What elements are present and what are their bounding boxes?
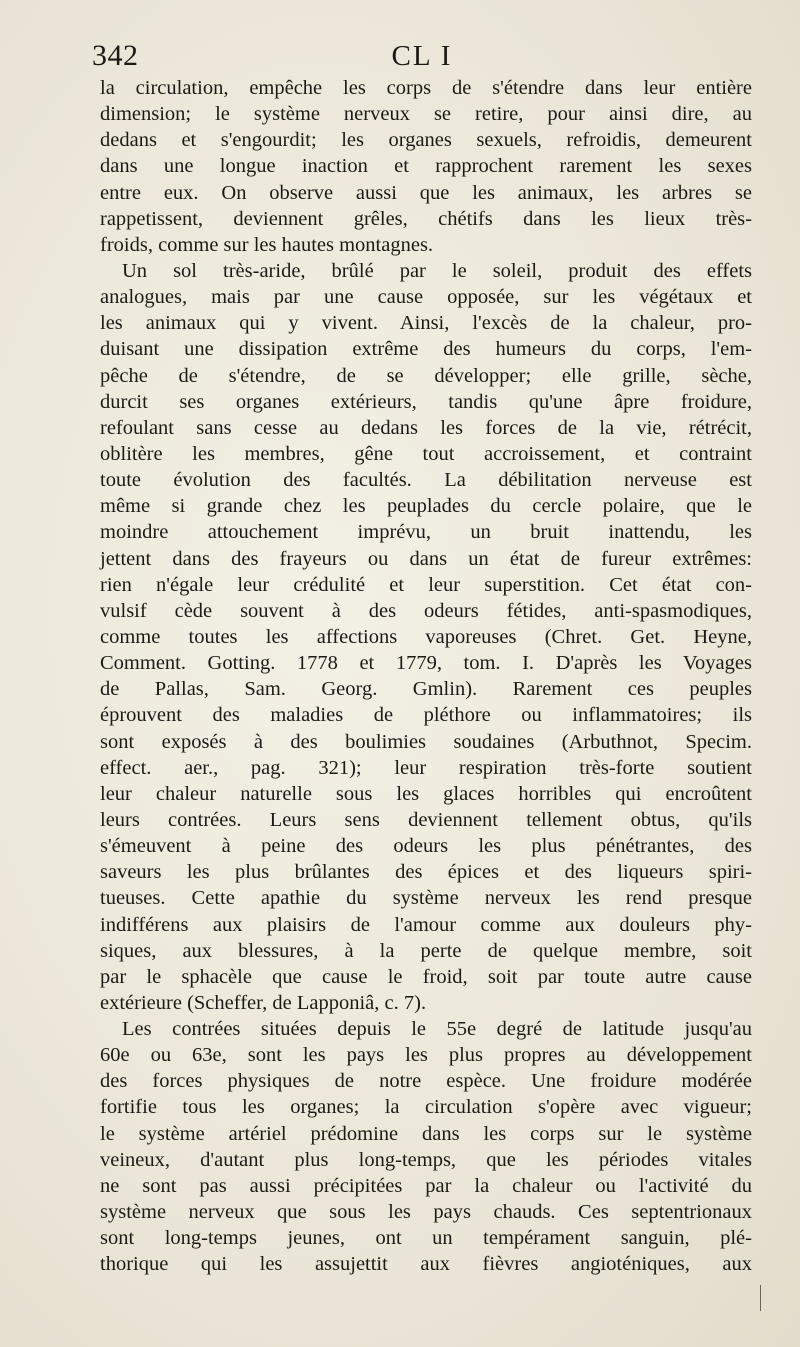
text-line: veineux, d'autant plus long-temps, que les périodes vitales xyxy=(100,1148,752,1171)
text-line: thorique qui les assujettit aux fièvres angioténiques, aux xyxy=(100,1253,752,1276)
text-line: sont exposés à des boulimies soudaines (Arbuthnot, Specim. xyxy=(100,730,752,753)
text-line: éprouvent des maladies de pléthore ou inflammatoires; ils xyxy=(100,704,752,727)
text-line: s'émeuvent à peine des odeurs les plus pénétrantes, des xyxy=(100,835,752,858)
text-line: vulsif cède souvent à des odeurs fétides, anti-spasmodiques, xyxy=(100,599,752,622)
text-line: Comment. Gotting. 1778 et 1779, tom. I. D'après les Voyages xyxy=(100,652,752,675)
page-number: 342 xyxy=(92,39,139,72)
text-line: par le sphacèle que cause le froid, soit par toute autre cause xyxy=(100,965,752,988)
text-line: siques, aux blessures, à la perte de quelque membre, soit xyxy=(100,939,752,962)
text-line: dimension; le système nerveux se retire, pour ainsi dire, au xyxy=(100,103,752,126)
page-header xyxy=(92,36,752,76)
text-line: toute évolution des facultés. La débilitation nerveuse est xyxy=(100,469,752,492)
text-line: tueuses. Cette apathie du système nerveux les rend presque xyxy=(100,887,752,910)
text-line: de Pallas, Sam. Georg. Gmlin). Rarement ces peuples xyxy=(100,678,752,701)
text-line: système nerveux que sous les pays chauds. Ces septentrionaux xyxy=(100,1201,752,1224)
text-line: même si grande chez les peuplades du cercle polaire, que le xyxy=(100,495,752,518)
text-line: jettent dans des frayeurs ou dans un état de fureur extrêmes: xyxy=(100,547,752,570)
text-line: des forces physiques de notre espèce. Une froidure modérée xyxy=(100,1070,752,1093)
text-line: refoulant sans cesse au dedans les forces de la vie, rétrécit, xyxy=(100,416,752,439)
text-line: rien n'égale leur crédulité et leur superstition. Cet état con- xyxy=(100,573,752,596)
text-line: leurs contrées. Leurs sens deviennent tellement obtus, qu'ils xyxy=(100,808,752,831)
text-line: duisant une dissipation extrême des humeurs du corps, l'em- xyxy=(100,338,752,361)
text-line: 60e ou 63e, sont les pays les plus propres au développement xyxy=(100,1044,752,1067)
body-text xyxy=(100,75,752,1277)
text-line: sont long-temps jeunes, ont un tempérament sanguin, plé- xyxy=(100,1227,752,1250)
text-line: saveurs les plus brûlantes des épices et des liqueurs spiri- xyxy=(100,861,752,884)
text-line: dedans et s'engourdit; les organes sexuels, refroidis, demeurent xyxy=(100,129,752,152)
text-line: Les contrées situées depuis le 55e degré de latitude jusqu'au xyxy=(122,1018,752,1041)
text-line: dans une longue inaction et rapprochent rarement les sexes xyxy=(100,155,752,178)
running-head: CL I xyxy=(391,40,453,72)
text-line: effect. aer., pag. 321); leur respiration très-forte soutient xyxy=(100,756,752,779)
text-line: moindre attouchement imprévu, un bruit inattendu, les xyxy=(100,521,752,544)
text-line: pêche de s'étendre, de se développer; elle grille, sèche, xyxy=(100,364,752,387)
text-line: rappetissent, deviennent grêles, chétifs dans les lieux très- xyxy=(100,207,752,230)
text-line: indifférens aux plaisirs de l'amour comme aux douleurs phy- xyxy=(100,913,752,936)
text-line: la circulation, empêche les corps de s'étendre dans leur entière xyxy=(100,77,752,99)
text-line: ne sont pas aussi précipitées par la chaleur ou l'activité du xyxy=(100,1174,752,1197)
text-line: froids, comme sur les hautes montagnes. xyxy=(100,233,434,256)
text-line: comme toutes les affections vaporeuses (Chret. Get. Heyne, xyxy=(100,625,752,648)
text-line: analogues, mais par une cause opposée, sur les végétaux et xyxy=(100,286,752,309)
text-line: entre eux. On observe aussi que les animaux, les arbres se xyxy=(100,181,752,204)
margin-mark xyxy=(760,1285,761,1311)
text-line: leur chaleur naturelle sous les glaces horribles qui encroûtent xyxy=(100,782,752,805)
text-line: oblitère les membres, gêne tout accroissement, et contraint xyxy=(100,442,752,465)
text-line: fortifie tous les organes; la circulation s'opère avec vigueur; xyxy=(100,1096,752,1119)
text-line: les animaux qui y vivent. Ainsi, l'excès de la chaleur, pro- xyxy=(100,312,752,335)
text-line: le système artériel prédomine dans les corps sur le système xyxy=(100,1122,752,1145)
text-line: extérieure (Scheffer, de Lapponiâ, c. 7). xyxy=(100,991,427,1014)
text-line: Un sol très-aride, brûlé par le soleil, produit des effets xyxy=(122,259,752,282)
text-line: durcit ses organes extérieurs, tandis qu'une âpre froidure, xyxy=(100,390,752,413)
